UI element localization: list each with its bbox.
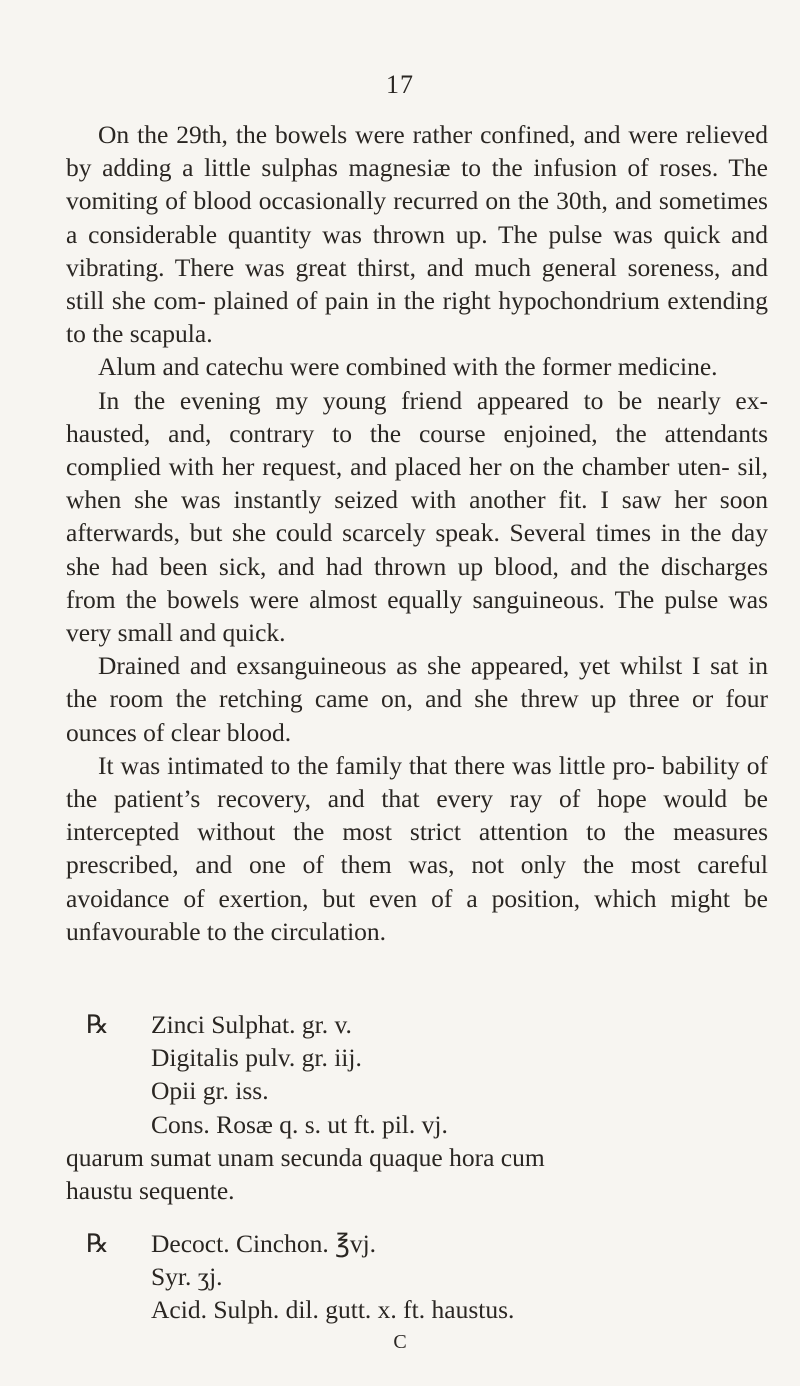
prescription-line [66, 1008, 768, 1041]
prescription-item: Opii gr. iss. [151, 1076, 269, 1106]
prescription-item: Acid. Sulph. dil. gutt. x. ft. haustus. [151, 1295, 515, 1325]
prescription-item: Cons. Rosæ q. s. ut ft. pil. vj. [151, 1109, 448, 1139]
prescription-item: Digitalis pulv. gr. iij. [151, 1043, 362, 1073]
paragraph: Drained and exsanguineous as she appeared, yet whilst I sat in the room the retching came on, and she threw up three or four ounces of clear blood. [66, 651, 768, 747]
body-text [66, 118, 768, 948]
paragraph: It was intimated to the family that there was little pro- bability of the patient’s recovery, and that every ray of hope would be intercepted without the most strict attention to the measures prescribed, and one of them was, not only the most careful avoidance of exertion, but even of a position, which might be unfavourable to the circulation. [66, 750, 768, 946]
prescription-line [66, 1108, 768, 1141]
recipe-symbol: ℞ [86, 1229, 109, 1258]
prescription-line [66, 1041, 768, 1074]
prescription-line [66, 1260, 768, 1293]
prescription-directions: quarum sumat unam secunda quaque hora cum [66, 1142, 545, 1172]
paragraph: On the 29th, the bowels were rather confined, and were relieved by adding a little sulphas magnesiæ to the infusion of roses. The vomiting of blood occasionally recurred on the 30th, and sometimes a considerable quantity was thrown up. The pulse was quick and vibrating. There was great thirst, and much general soreness, and still she com- plained of pain in the right hypochondrium extending to the scapula. [66, 120, 768, 349]
prescription-line [66, 1227, 768, 1260]
prescription-directions: haustu sequente. [66, 1175, 235, 1205]
prescription-line [66, 1141, 768, 1174]
prescription-line [66, 1074, 768, 1107]
prescription-item: Syr. ʒj. [151, 1262, 223, 1292]
recipe-symbol: ℞ [86, 1010, 109, 1039]
prescription-line [66, 1293, 768, 1326]
prescription-block [66, 1227, 768, 1327]
prescription-item: Zinci Sulphat. gr. v. [151, 1010, 352, 1039]
page-number: 17 [386, 70, 414, 99]
prescription-block [66, 1008, 768, 1207]
paragraph: Alum and catechu were combined with the former medicine. [98, 352, 718, 382]
paragraph: In the evening my young friend appeared to be nearly ex- hausted, and, contrary to the course enjoined, the attendants complied with her request, and placed her on the chamber uten- sil, when she was instantly seized with another fit. I saw her soon afterwards, but she could scarcely speak. Several times in the day she had been sick, and had thrown up blood, and the discharges from the bowels were almost equally sanguineous. The pulse was very small and quick. [66, 385, 768, 648]
prescription-item: Decoct. Cinchon. ℥vj. [151, 1229, 377, 1258]
signature-mark: C [393, 1331, 407, 1353]
prescription-line [66, 1174, 768, 1207]
